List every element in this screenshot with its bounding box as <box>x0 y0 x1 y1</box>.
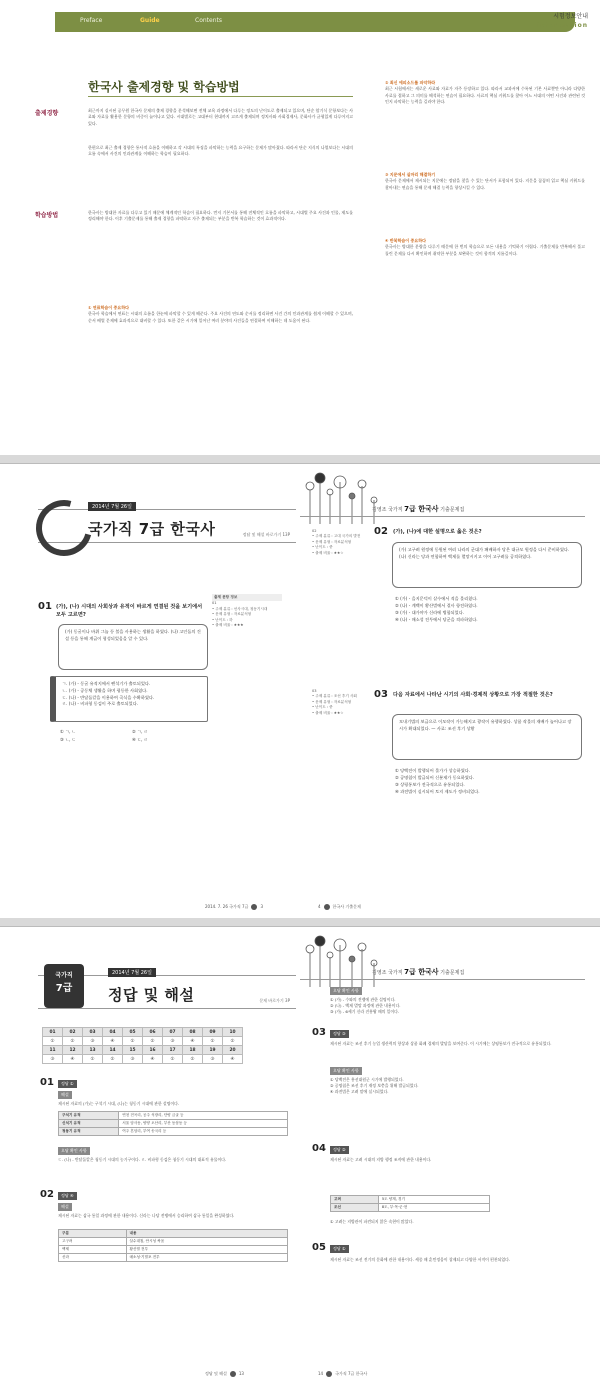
method-paragraph-1: 한국사는 방대한 자료를 다루고 있기 때문에 체계적인 학습이 필요하다. 먼저 기본서를 통해 전체적인 흐름을 파악하고, 시대별 주요 사건과 인물, 제도를 정리해야 한다. 이후 기출문제를 통해 출제 경향을 파악하고 자주 출제되는 부분을 반복 학습하는 것이 효과적이다. <box>88 210 353 222</box>
answer-grid-qnum: 07 <box>163 1028 183 1037</box>
e1-note: ㄷ. (나) - 반달돌칼은 청동기 시대의 농기구이다. ㄹ. 비파형 동검은 청동기 시대의 대표적 유물이다. <box>58 1157 227 1162</box>
table-row <box>331 1196 490 1204</box>
e3-number: 03 <box>312 1027 326 1038</box>
page-number-left: 3 <box>260 904 263 909</box>
q1-side-rate: • 출제 비율 : ★★★ <box>212 623 244 628</box>
q1-side-num: 01 <box>212 601 217 606</box>
e4-cell: 8도, 부·목·군·현 <box>378 1204 489 1212</box>
q2-stem: (가), (나)에 대한 설명으로 옳은 것은? <box>393 529 482 535</box>
tip-4-body: 한국사는 방대한 분량을 다루기 때문에 한 번의 학습으로 모든 내용을 기억하기 어렵다. 기출문제를 반복해서 풀고 틀린 문제를 다시 확인하며 취약한 부분을 보완하는 것이 합격의 지름길이다. <box>385 244 585 256</box>
answer-grid-answer: ④ <box>183 1037 203 1046</box>
answer-grid-answer: ② <box>223 1037 243 1046</box>
answer-grid-answer: ③ <box>83 1037 103 1046</box>
tip-2-body: 최근 시험에서는 새로운 사료와 자료가 자주 등장하고 있다. 따라서 교과서에 수록된 기본 사료뿐만 아니라 다양한 사료를 접하고 그 의미를 해석하는 연습이 필요하다. 사료의 핵심 키워드를 찾아 어느 시대의 어떤 사건과 관련된 것인지 파악하는 능력을 길러야 한다. <box>385 86 585 104</box>
e3-note-3: ④ 과전법은 고려 말에 실시되었다. <box>330 1089 389 1094</box>
tip-1 <box>88 305 353 324</box>
q2-choice-4[interactable]: ④ (나) - 매소성 전투에서 당군을 격파하였다. <box>395 617 478 622</box>
corner-label-en: information <box>537 22 588 29</box>
tip-3-title: ③ 지문에서 실마리 해결하기 <box>385 172 436 177</box>
tip-1-body: 한국사 학습에서 연표는 시대의 흐름을 한눈에 파악할 수 있게 해준다. 주요 사건의 연도와 순서를 정리하면 사건 간의 인과관계를 쉽게 이해할 수 있으며, 순서 배열 문제에 효과적으로 대비할 수 있다. 또한 같은 시기에 일어난 여러 분야의 사건들을 연결하여 이해하는 데 도움이 된다. <box>88 311 353 323</box>
q3-stem: 다음 자료에서 나타난 시기의 사회·경제적 상황으로 가장 적절한 것은? <box>393 692 553 698</box>
e2-cell: 백제 <box>59 1246 127 1254</box>
title-rule <box>88 96 353 97</box>
answer-grid-qnum: 01 <box>43 1028 63 1037</box>
e2-cell: 고구려 <box>59 1238 127 1246</box>
top-nav-bar <box>55 12 575 32</box>
e5-text: 제시된 자료는 조선 전기의 문화에 관한 내용이다. 세종 때 훈민정음이 창제되고 다양한 서적이 편찬되었다. <box>330 1257 511 1262</box>
e1-text: 제시된 자료의 (가)는 구석기 시대, (나)는 청동기 시대에 관한 설명이다. <box>58 1101 180 1106</box>
q3-side-num: 03 <box>312 689 317 693</box>
q1-choice-1[interactable]: ① ㄱ, ㄴ <box>60 729 76 734</box>
question-link[interactable]: 문제 바로가기 3P <box>259 998 290 1003</box>
answer-grid-qnum: 05 <box>123 1028 143 1037</box>
answer-grid-qnum: 16 <box>143 1046 163 1055</box>
q3-side-info <box>312 689 372 716</box>
nav-contents[interactable]: Contents <box>195 17 222 24</box>
q3-choice-4[interactable]: ④ 과전법이 실시되어 토지 제도가 정비되었다. <box>395 789 480 794</box>
exam-badge <box>44 964 84 1008</box>
answer-grid-answer: ① <box>163 1055 183 1064</box>
q1-bogi-box <box>50 676 208 722</box>
q2-side-type: • 문제 유형 : 자료분석형 <box>312 539 352 544</box>
q3-choice-3[interactable]: ③ 상평통보가 전국적으로 유통되었다. <box>395 782 465 787</box>
footer-right-text: 한국사 기출문제 <box>332 904 361 909</box>
r-note-3: ③ (가) - 6세기 신라 진흥왕 때의 일이다. <box>330 1009 400 1014</box>
q3-source-box: 모내기법의 보급으로 이모작이 가능해지고 광작이 유행하였다. 상품 작물의 재배가 늘어나고 장시가 확대되었다. — 사료: 조선 후기 상황 <box>392 714 582 760</box>
q1-source-box: (가) 동굴이나 바위 그늘 등 불을 사용하는 생활을 하였다. (나) 고인돌의 건설 등을 통해 계급이 형성되었음을 알 수 있다. <box>58 624 208 670</box>
corner-label-ko: 시험정보안내 <box>553 13 588 20</box>
running-header <box>372 967 464 977</box>
q1-item-2: ㄴ. (가) - 공동체 생활을 하며 평등한 사회였다. <box>62 687 148 693</box>
e2-cell: 살수대첩, 안시성 싸움 <box>126 1238 288 1246</box>
q3-number: 03 <box>374 689 388 700</box>
q2-choice-2[interactable]: ② (나) - 계백이 황산벌에서 결사 항전하였다. <box>395 603 478 608</box>
answer-grid-qnum: 06 <box>143 1028 163 1037</box>
table-row <box>59 1254 288 1262</box>
q1-choice-2[interactable]: ② ㄱ, ㄹ <box>132 729 148 734</box>
answer-grid-answer: ④ <box>103 1037 123 1046</box>
answer-grid-answer: ③ <box>123 1055 143 1064</box>
q3-side-rate: • 출제 비율 : ★★☆ <box>312 710 344 715</box>
e1-number: 01 <box>40 1077 54 1088</box>
footer-dot-icon <box>230 1371 236 1377</box>
page-separator <box>0 918 600 926</box>
answer-grid-qnum: 19 <box>203 1046 223 1055</box>
q1-side-info <box>212 594 282 628</box>
e1-cell: 여주 흔암리, 부여 송국리 등 <box>119 1128 288 1136</box>
answer-grid-header-2 <box>43 1046 243 1055</box>
q3-choice-2[interactable]: ② 공명첩이 발급되어 신분제가 동요하였다. <box>395 775 475 780</box>
r-note <box>330 997 580 1015</box>
answer-grid-answer: ② <box>103 1055 123 1064</box>
nav-guide[interactable]: Guide <box>140 17 160 24</box>
e2-cell: 매소성·기벌포 전투 <box>126 1254 288 1262</box>
answer-grid-qnum: 02 <box>63 1028 83 1037</box>
heading-method: 학습방법 <box>35 212 59 219</box>
running-header-tail: 기출문제집 <box>440 507 465 513</box>
footer-right <box>318 904 361 910</box>
section-corner-label <box>537 12 588 30</box>
e2-text: 제시된 자료는 삼국 통일 과정에 관한 내용이다. 신라는 나당 전쟁에서 승리하여 삼국 통일을 완성하였다. <box>58 1213 235 1218</box>
exam-date-tag: 2014년 7월 26일 <box>108 968 156 977</box>
trend-paragraph-2: 한편으로 최근 출제 경향은 통사적 흐름을 이해하고 각 시대의 특징을 파악하는 능력을 요구하는 문제가 많아졌다. 따라서 단순 지식의 나열보다는 시대의 흐름 속에서 사건의 인과관계를 이해하는 학습이 필요하다. <box>88 145 353 157</box>
answer-grid-answer: ② <box>183 1055 203 1064</box>
page-questions <box>0 463 600 918</box>
footer-left <box>205 904 263 910</box>
table-row <box>59 1120 288 1128</box>
exam-date-tag: 2014년 7월 26일 <box>88 502 136 511</box>
header-rule <box>300 516 585 517</box>
e3-note <box>330 1077 580 1095</box>
answer-grid-answer: ② <box>63 1037 83 1046</box>
q3-side-type: • 문제 유형 : 자료분석형 <box>312 699 352 704</box>
answer-grid-answer: ② <box>143 1037 163 1046</box>
footer-dot-icon <box>324 904 330 910</box>
answer-grid-qnum: 13 <box>83 1046 103 1055</box>
e3-text: 제시된 자료는 조선 후기 농업 생산력의 향상과 상품 화폐 경제의 발달을 보여준다. 이 시기에는 상평통보가 전국적으로 유통되었다. <box>330 1041 552 1046</box>
answer-grid-qnum: 08 <box>183 1028 203 1037</box>
running-header-bold: 7급 한국사 <box>404 968 439 976</box>
answer-link[interactable]: 정답 및 해설 바로가기 13P <box>242 532 290 537</box>
answer-grid-qnum: 04 <box>103 1028 123 1037</box>
page-number-right: 14 <box>318 1371 324 1376</box>
answer-grid-qnum: 03 <box>83 1028 103 1037</box>
q2-choice-1[interactable]: ① (가) - 을지문덕이 살수에서 적을 물리쳤다. <box>395 596 478 601</box>
e2-cell: 신라 <box>59 1254 127 1262</box>
q1-side-head: 출제 문항 정보 <box>212 594 282 601</box>
e2-table <box>58 1229 288 1262</box>
e2-answer-tag: 정답 ④ <box>58 1192 77 1200</box>
tip-3-body: 한국사 문제에서 제시되는 지문에는 정답을 찾을 수 있는 단서가 포함되어 있다. 지문을 꼼꼼히 읽고 핵심 키워드를 찾아내는 연습을 통해 문제 해결 능력을 향상시킬 수 있다. <box>385 178 585 190</box>
running-header-bold: 7급 한국사 <box>404 505 439 513</box>
footer-right <box>318 1371 367 1377</box>
q1-item-1: ㄱ. (가) - 동굴 유적지에서 뗀석기가 출토되었다. <box>62 681 151 686</box>
answer-grid-header-1 <box>43 1028 243 1037</box>
q2-side-info <box>312 529 372 556</box>
q2-side-rate: • 출제 비율 : ★★☆ <box>312 550 344 555</box>
answer-grid-qnum: 10 <box>223 1028 243 1037</box>
q2-side-num: 02 <box>312 529 317 533</box>
q1-item-4: ㄹ. (나) - 비파형 동검이 주로 출토되었다. <box>62 701 139 707</box>
e2-label: 해설 <box>58 1203 72 1211</box>
q1-choice-4[interactable]: ④ ㄷ, ㄹ <box>132 737 148 742</box>
page-separator <box>0 455 600 463</box>
answer-grid-answers-1 <box>43 1037 243 1046</box>
header-rule <box>300 979 585 980</box>
e1-answer-tag: 정답 ① <box>58 1080 77 1088</box>
tip-1-title: ① 연표학습이 중요하다 <box>88 305 129 310</box>
tip-2-title: ② 최신 에피소드를 파악하라 <box>385 80 436 85</box>
q2-choices <box>395 595 585 623</box>
answer-grid-answer: ① <box>83 1055 103 1064</box>
running-header-small: 김영조 국가직 <box>372 507 403 513</box>
answer-grid-answer: ③ <box>203 1055 223 1064</box>
answer-grid-qnum: 17 <box>163 1046 183 1055</box>
e4-cell: 5도 양계, 경기 <box>378 1196 489 1204</box>
nav-preface[interactable]: Preface <box>80 17 103 24</box>
tip-4 <box>385 238 585 257</box>
q1-item-3: ㄷ. (나) - 반달돌칼을 이용하여 곡식을 수확하였다. <box>62 694 155 700</box>
e1-cell: 연천 전곡리, 공주 석장리, 단양 금굴 등 <box>119 1112 288 1120</box>
answer-grid-qnum: 09 <box>203 1028 223 1037</box>
e4-answer-tag: 정답 ② <box>330 1146 349 1154</box>
q1-number: 01 <box>38 601 52 612</box>
e4-cell: 고려 <box>331 1196 379 1204</box>
r-note-2: ② (나) - 백제 멸망 과정에 관한 내용이다. <box>330 1003 401 1008</box>
e1-note-head: 오답 확인 사항 <box>58 1147 90 1155</box>
answer-grid-qnum: 12 <box>63 1046 83 1055</box>
table-row <box>59 1238 288 1246</box>
answer-title: 정답 및 해설 <box>108 986 195 1004</box>
e4-note: ① 고려는 지방관이 파견되지 않은 속현이 많았다. <box>330 1219 414 1224</box>
answer-banner <box>38 970 296 1009</box>
q1-side-level: • 난이도 : 하 <box>212 617 233 622</box>
e3-answer-tag: 정답 ③ <box>330 1030 349 1038</box>
answer-grid-qnum: 20 <box>223 1046 243 1055</box>
q3-side-topic: • 주제 분류 : 조선 후기 사회 <box>312 694 357 699</box>
table-row <box>59 1112 288 1120</box>
q3-side-level: • 난이도 : 중 <box>312 705 333 710</box>
e2-cell: 황산벌 전투 <box>126 1246 288 1254</box>
answer-grid-answer: ④ <box>223 1055 243 1064</box>
e5-number: 05 <box>312 1242 326 1253</box>
q2-side-topic: • 주제 분류 : 고대 국가의 발전 <box>312 534 361 539</box>
badge-line-2: 7급 <box>55 983 73 994</box>
running-header-small: 김영조 국가직 <box>372 970 403 976</box>
tip-2 <box>385 80 585 105</box>
exam-banner <box>38 504 296 543</box>
table-row <box>59 1246 288 1254</box>
e1-table <box>58 1111 288 1136</box>
page-answers <box>0 926 600 1385</box>
q1-side-topic: • 주제 분류 : 선사시대, 청동기시대 <box>212 606 268 611</box>
tip-3 <box>385 172 585 191</box>
answer-grid-qnum: 11 <box>43 1046 63 1055</box>
e1-cell: 구석기 유적 <box>59 1112 119 1120</box>
footer-left-text: 정답 및 해설 <box>205 1371 227 1376</box>
q3-choices <box>395 767 585 795</box>
e3-note-2: ② 공명첩은 조선 후기 재정 보충을 위해 발급되었다. <box>330 1083 419 1088</box>
e2-number: 02 <box>40 1189 54 1200</box>
table-row <box>59 1230 288 1238</box>
trend-paragraph-1: 최근까지 실시된 공무원 한국사 문제의 출제 경향을 분석해보면 전체 교육 과정에서 다루는 정도의 난이도로 출제되고 있으며, 단순 암기식 문항보다는 사료와 자료를 활용한 문항의 비중이 늘어나고 있다. 시대별로는 고대부터 현대까지 고르게 출제되며 정치사와 사회경제사, 문화사가 균형있게 다루어지고 있다. <box>88 108 353 126</box>
footer-left-text: 2014. 7. 26 국가직 7급 <box>205 904 249 909</box>
answer-grid-answer: ④ <box>63 1055 83 1064</box>
answer-grid-qnum: 14 <box>103 1046 123 1055</box>
running-header <box>372 504 464 514</box>
q2-number: 02 <box>374 526 388 537</box>
e2-head-cell: 구분 <box>59 1230 127 1238</box>
answer-grid-qnum: 15 <box>123 1046 143 1055</box>
heading-trend: 출제경향 <box>35 110 59 117</box>
answer-grid-answer: ① <box>123 1037 143 1046</box>
table-row <box>331 1204 490 1212</box>
page-title: 한국사 출제경향 및 학습방법 <box>88 80 240 94</box>
footer-right-text: 국가직 7급 한국사 <box>335 1371 368 1376</box>
q2-side-level: • 난이도 : 중 <box>312 545 333 550</box>
e3-note-head: 오답 확인 사항 <box>330 1067 362 1075</box>
q2-choice-3[interactable]: ③ (가) - 대가야가 신라에 병합되었다. <box>395 610 465 615</box>
e4-cell: 조선 <box>331 1204 379 1212</box>
answer-grid-answer: ③ <box>43 1055 63 1064</box>
answer-grid-answer: ④ <box>143 1055 163 1064</box>
footer-left <box>205 1371 244 1377</box>
tip-4-title: ④ 반복학습이 중요하다 <box>385 238 426 243</box>
exam-title: 국가직 7급 한국사 <box>88 520 216 538</box>
answer-grid-answer: ① <box>203 1037 223 1046</box>
e3-note-1: ① 당백전은 흥선대원군 시기에 발행되었다. <box>330 1077 404 1082</box>
e1-label: 해설 <box>58 1091 72 1099</box>
q2-source-box: (가) 고구려 원정에 동원된 여러 나라의 군대가 패배하자 당은 대규모 원정을 다시 준비하였다. (나) 신라는 당과 연합하여 백제를 멸망시키고 이어 고구려를 공격하였다. <box>392 542 582 588</box>
e2-head-cell: 내용 <box>126 1230 288 1238</box>
e1-cell: 청동기 유적 <box>59 1128 119 1136</box>
answer-grid-answers-2 <box>43 1055 243 1064</box>
answer-grid-answer: ③ <box>163 1037 183 1046</box>
q3-choice-1[interactable]: ① 당백전이 발행되어 물가가 상승하였다. <box>395 768 471 773</box>
e4-number: 04 <box>312 1143 326 1154</box>
e1-cell: 서울 암사동, 양양 오산리, 부산 동삼동 등 <box>119 1120 288 1128</box>
e4-text: 제시된 자료는 고려 시대의 지방 행정 조직에 관한 내용이다. <box>330 1157 432 1162</box>
page-number-left: 13 <box>238 1371 244 1376</box>
running-header-tail: 기출문제집 <box>440 970 465 976</box>
badge-line-1: 국가직 <box>55 972 73 979</box>
q1-side-type: • 문제 유형 : 자료분석형 <box>212 612 252 617</box>
e4-table <box>330 1195 490 1212</box>
r-note-head: 오답 확인 사항 <box>330 987 362 995</box>
answer-grid <box>42 1027 243 1064</box>
footer-dot-icon <box>251 904 257 910</box>
footer-dot-icon <box>326 1371 332 1377</box>
page-number-right: 4 <box>318 904 321 909</box>
e1-cell: 신석기 유적 <box>59 1120 119 1128</box>
q1-choice-3[interactable]: ③ ㄴ, ㄷ <box>60 737 76 742</box>
table-row <box>59 1128 288 1136</box>
page-guide <box>0 0 600 455</box>
r-note-1: ① (가) - 수와의 전쟁에 관한 설명이다. <box>330 997 396 1002</box>
answer-grid-answer: ① <box>43 1037 63 1046</box>
q1-stem: (가), (나) 시대의 사회상과 유적이 바르게 연결된 것을 보기에서 모두 고르면? <box>56 604 203 618</box>
answer-grid-qnum: 18 <box>183 1046 203 1055</box>
e5-answer-tag: 정답 ① <box>330 1245 349 1253</box>
